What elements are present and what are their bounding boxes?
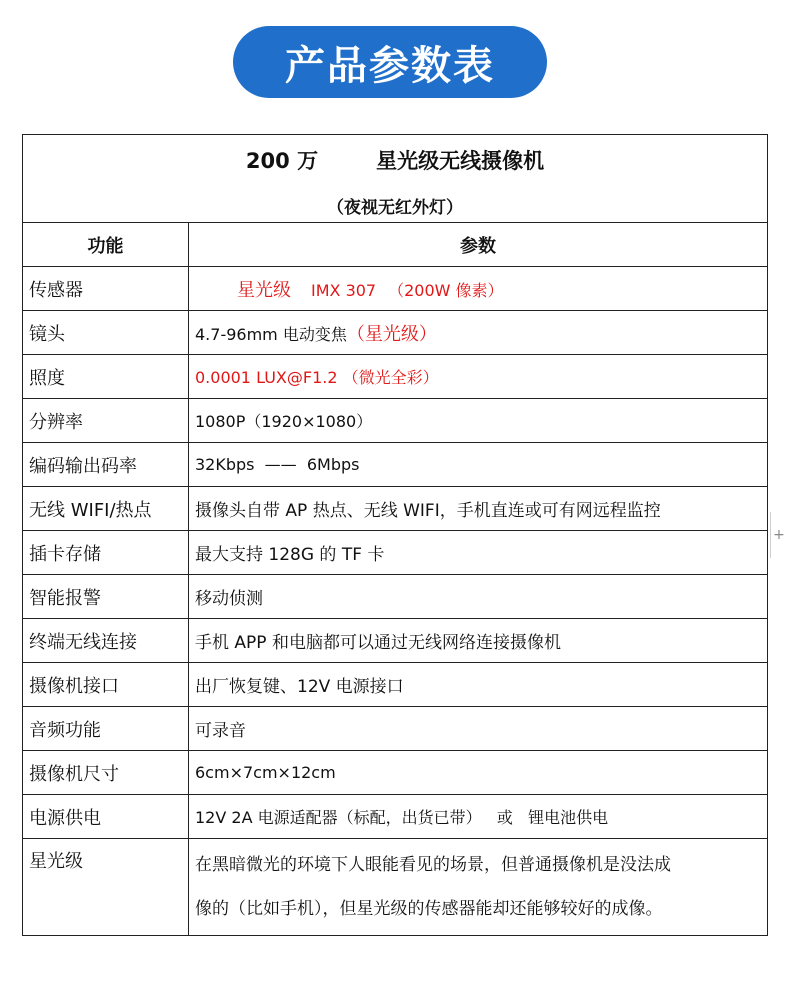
spec-table bbox=[22, 134, 768, 936]
feature-name: 智能报警 bbox=[23, 575, 189, 619]
feature-value: 移动侦测 bbox=[189, 575, 768, 619]
sensor-grade: 星光级 bbox=[237, 279, 291, 301]
table-row bbox=[23, 751, 768, 795]
feature-name: 分辨率 bbox=[23, 399, 189, 443]
feature-name: 星光级 bbox=[23, 839, 189, 936]
table-row bbox=[23, 663, 768, 707]
starlight-desc-line2: 像的（比如手机），但星光级的传感器能却还能够较好的成像。 bbox=[195, 899, 663, 919]
product-header bbox=[23, 135, 768, 223]
table-row bbox=[23, 311, 768, 355]
starlight-desc-line1: 在黑暗微光的环境下人眼能看见的场景，但普通摄像机是没法成 bbox=[195, 855, 671, 875]
table-row bbox=[23, 575, 768, 619]
feature-name: 电源供电 bbox=[23, 795, 189, 839]
feature-value: 手机 APP 和电脑都可以通过无线网络连接摄像机 bbox=[189, 619, 768, 663]
page-title: 产品参数表 bbox=[285, 42, 495, 89]
column-header-param: 参数 bbox=[189, 223, 768, 267]
feature-name: 镜头 bbox=[23, 311, 189, 355]
feature-name: 编码输出码率 bbox=[23, 443, 189, 487]
feature-value: 出厂恢复键、12V 电源接口 bbox=[189, 663, 768, 707]
feature-name: 终端无线连接 bbox=[23, 619, 189, 663]
table-row bbox=[23, 443, 768, 487]
table-row bbox=[23, 399, 768, 443]
feature-value: 1080P（1920×1080） bbox=[189, 399, 768, 443]
column-header-feature: 功能 bbox=[23, 223, 189, 267]
lens-grade: （星光级） bbox=[346, 323, 437, 345]
feature-name: 插卡存储 bbox=[23, 531, 189, 575]
feature-value: 最大支持 128G 的 TF 卡 bbox=[189, 531, 768, 575]
feature-name: 传感器 bbox=[23, 267, 189, 311]
product-resolution: 200 万 bbox=[245, 149, 319, 173]
title-banner bbox=[233, 26, 547, 98]
feature-name: 音频功能 bbox=[23, 707, 189, 751]
table-row bbox=[23, 487, 768, 531]
table-row bbox=[23, 707, 768, 751]
feature-name: 摄像机尺寸 bbox=[23, 751, 189, 795]
table-row bbox=[23, 839, 768, 936]
table-row bbox=[23, 795, 768, 839]
feature-value bbox=[189, 311, 768, 355]
product-subtitle: （夜视无红外灯） bbox=[327, 198, 463, 218]
feature-value bbox=[189, 267, 768, 311]
feature-value bbox=[189, 839, 768, 936]
plus-icon[interactable]: + bbox=[770, 512, 787, 558]
feature-value: 12V 2A 电源适配器（标配，出货已带） 或 锂电池供电 bbox=[189, 795, 768, 839]
table-row bbox=[23, 267, 768, 311]
sensor-model: IMX 307 bbox=[311, 280, 377, 300]
table-row bbox=[23, 619, 768, 663]
feature-value: 摄像头自带 AP 热点、无线 WIFI，手机直连或可有网远程监控 bbox=[189, 487, 768, 531]
product-header-row bbox=[23, 135, 768, 223]
feature-name: 无线 WIFI/热点 bbox=[23, 487, 189, 531]
feature-name: 照度 bbox=[23, 355, 189, 399]
sensor-pixels: （200W 像素） bbox=[388, 280, 504, 300]
feature-value: 可录音 bbox=[189, 707, 768, 751]
lens-spec: 4.7-96mm 电动变焦 bbox=[195, 324, 347, 344]
feature-value: 32Kbps —— 6Mbps bbox=[189, 443, 768, 487]
feature-value: 6cm×7cm×12cm bbox=[189, 751, 768, 795]
product-name: 星光级无线摄像机 bbox=[376, 149, 545, 173]
table-row bbox=[23, 355, 768, 399]
column-header-row bbox=[23, 223, 768, 267]
feature-value: 0.0001 LUX@F1.2 （微光全彩） bbox=[189, 355, 768, 399]
table-row bbox=[23, 531, 768, 575]
feature-name: 摄像机接口 bbox=[23, 663, 189, 707]
